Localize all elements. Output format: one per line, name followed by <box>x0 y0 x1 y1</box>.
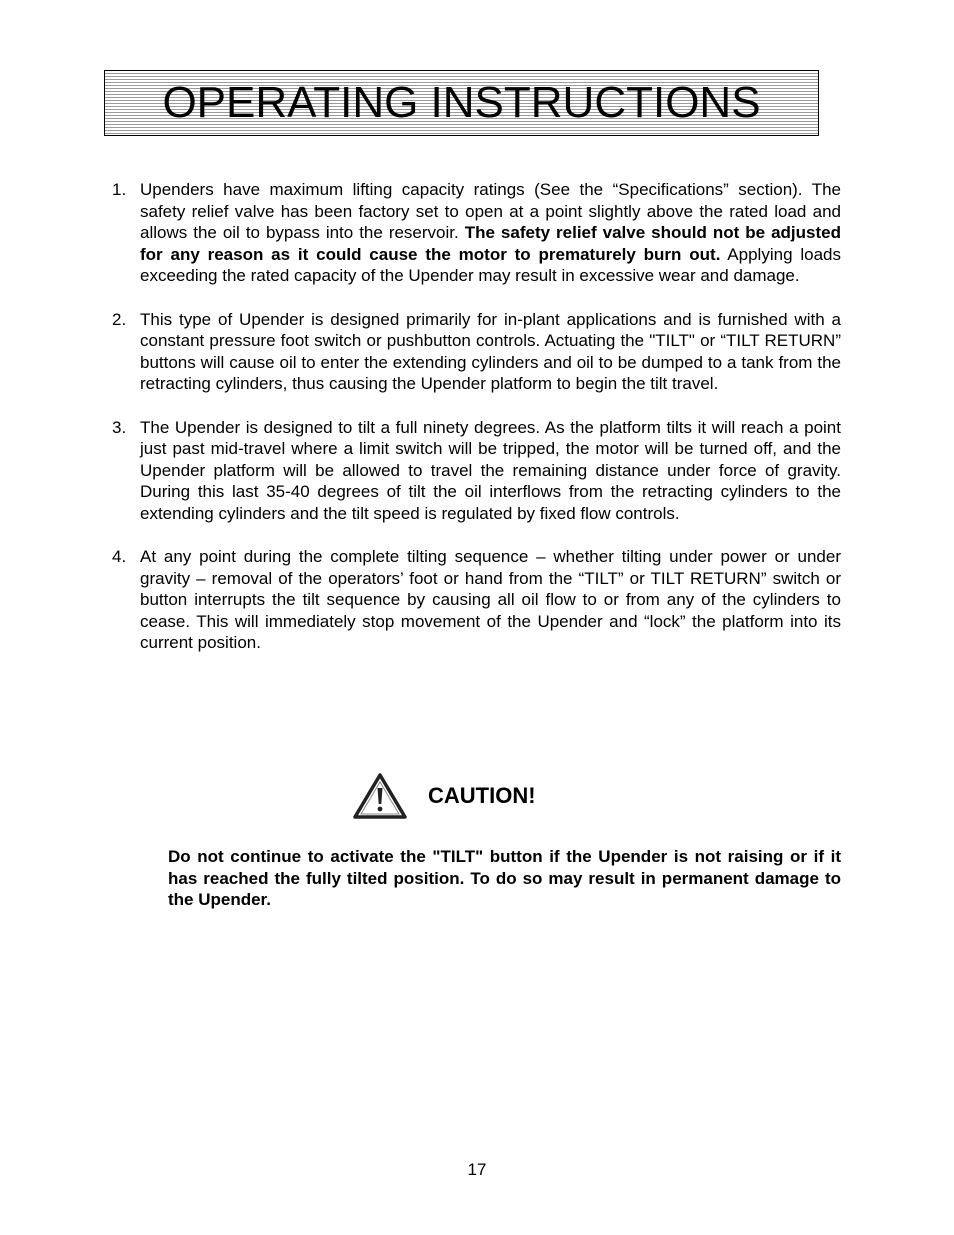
item-number: 3. <box>112 417 127 437</box>
item-number: 4. <box>112 547 127 567</box>
item-warning-text: The safety relief valve should not be adjusted for any reason as it could cause the motor to prematurely burn out. <box>140 223 841 264</box>
item-text: At any point during the complete tilting sequence – whether tilting under power or under gravity – removal of the operators’ foot or hand from the “TILT” or TILT RETURN” switch or button interrupts the tilt sequence by causing all oil flow to or from any of the cylinders to cease. This will immediately stop movement of the Upender and “lock” the platform into its current position. <box>140 547 841 653</box>
item-text: Upenders have maximum lifting capacity ratings (See the “Specifications” section). The safety relief valve has been factory set to open at a point slightly above the rated load and allows the oil to bypass into the reservoir. <box>140 180 841 243</box>
title-banner <box>104 70 819 136</box>
caution-heading: CAUTION! <box>428 783 536 808</box>
instruction-list <box>112 179 841 676</box>
caution-text: Do not continue to activate the "TILT" button if the Upender is not raising or if it has reached the fully tilted position. To do so may result in permanent damage to the Upender. <box>168 847 841 910</box>
item-number: 2. <box>112 309 127 329</box>
item-number: 1. <box>112 180 127 199</box>
list-item <box>112 546 841 654</box>
caution-header <box>352 772 536 820</box>
page-number: 17 <box>467 1160 487 1179</box>
item-text: This type of Upender is designed primarily for in-plant applications and is furnished with a constant pressure foot switch or pushbutton controls. Actuating the "TILT" or “TILT RETURN” buttons will cause oil to enter the extending cylinders and oil to be dumped to a tank from the retracting cylinders, thus causing the Upender platform to begin the tilt travel. <box>140 309 841 394</box>
list-item <box>112 309 841 395</box>
item-text-continued: Applying loads exceeding the rated capacity of the Upender may result in excessive wear and damage. <box>140 244 841 286</box>
item-text: The Upender is designed to tilt a full ninety degrees. As the platform tilts it will reach a point just past mid-travel where a limit switch will be tripped, the motor will be turned off, and the Upender platform will be allowed to travel the remaining distance under force of gravity. During this last 35-40 degrees of tilt the oil interflows from the retracting cylinders to the extending cylinders and the tilt speed is regulated by fixed flow controls. <box>140 417 841 523</box>
page-title: OPERATING INSTRUCTIONS <box>162 78 761 127</box>
list-item <box>112 417 841 525</box>
warning-triangle-icon <box>352 772 408 820</box>
list-item <box>112 179 841 287</box>
